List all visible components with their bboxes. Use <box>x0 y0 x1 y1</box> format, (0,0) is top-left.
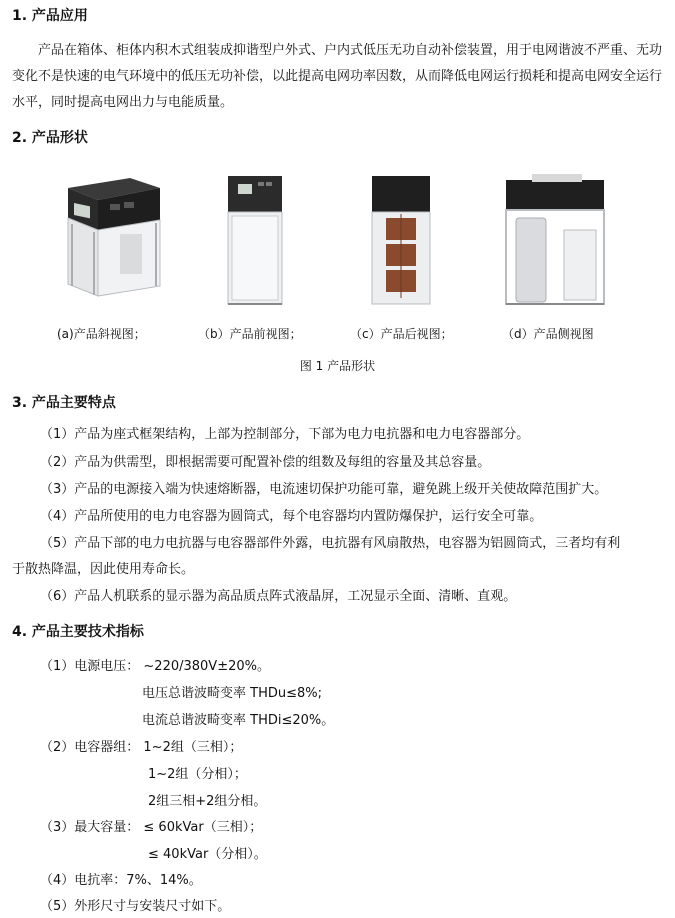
feature-item: （2）产品为供需型，即根据需要可配置补偿的组数及每组的容量及其总容量。 <box>40 455 491 470</box>
caption-side-view: （d）产品侧视图 <box>502 327 594 341</box>
spec-thdi: 电流总谐波畸变率 THDi≤20%。 <box>142 713 335 728</box>
spec-max-capacity-split: ≤ 40kVar（分相）。 <box>148 847 267 862</box>
feature-item: （1）产品为座式框架结构，上部为控制部分，下部为电力电抗器和电力电容器部分。 <box>40 427 530 442</box>
feature-item: （6）产品人机联系的显示器为高品质点阵式液晶屏，工况显示全面、清晰、直观。 <box>40 589 517 604</box>
product-rear-image <box>366 172 436 306</box>
section-4-heading: 4. 产品主要技术指标 <box>12 624 144 640</box>
product-oblique-image <box>60 168 166 306</box>
section-2-heading: 2. 产品形状 <box>12 130 88 146</box>
caption-oblique-view: (a)产品斜视图； <box>57 327 146 341</box>
section-3-heading: 3. 产品主要特点 <box>12 395 116 411</box>
spec-capacitor-split: 1~2组（分相）； <box>148 767 247 782</box>
figure-caption: 图 1 产品形状 <box>299 359 376 373</box>
spec-thdu: 电压总谐波畸变率 THDu≤8%; <box>142 686 322 701</box>
section-1-heading: 1. 产品应用 <box>12 8 88 24</box>
product-front-image <box>222 172 288 306</box>
spec-capacitor-group: （2）电容器组： 1~2组（三相）； <box>40 740 243 755</box>
feature-item: （4）产品所使用的电力电容器为圆筒式，每个电容器均内置防爆保护，运行安全可靠。 <box>40 509 543 524</box>
feature-item: （3）产品的电源接入端为快速熔断器，电流速切保护功能可靠，避免跳上级开关使故障范围扩大。 <box>40 482 608 497</box>
spec-voltage: （1）电源电压： ~220/380V±20%。 <box>40 659 270 674</box>
spec-max-capacity: （3）最大容量： ≤ 60kVar（三相）； <box>40 820 263 835</box>
caption-rear-view: （c）产品后视图； <box>350 327 453 341</box>
caption-front-view: （b）产品前视图； <box>198 327 302 341</box>
spec-reactance: （4）电抗率：7%、14%。 <box>40 873 202 888</box>
feature-item-continued: 于散热降温，因此使用寿命长。 <box>12 562 195 577</box>
section-1-body: 产品在箱体、柜体内积木式组装成抑谐型户外式、户内式低压无功自动补偿装置，用于电网谐波不严重、无功变化不是快速的电气环境中的低压无功补偿，以此提高电网功率因数，从而降低电网运行损耗和提高电网安全运行水平，同时提高电网出力与电能质量。 <box>12 43 663 110</box>
spec-capacitor-combo: 2组三相+2组分相。 <box>148 794 267 809</box>
product-side-image <box>502 172 610 306</box>
spec-dimensions: （5）外形尺寸与安装尺寸如下。 <box>40 899 231 914</box>
feature-item: （5）产品下部的电力电抗器与电容器部件外露，电抗器有风扇散热，电容器为铝圆筒式，三者均有利 <box>40 536 621 551</box>
